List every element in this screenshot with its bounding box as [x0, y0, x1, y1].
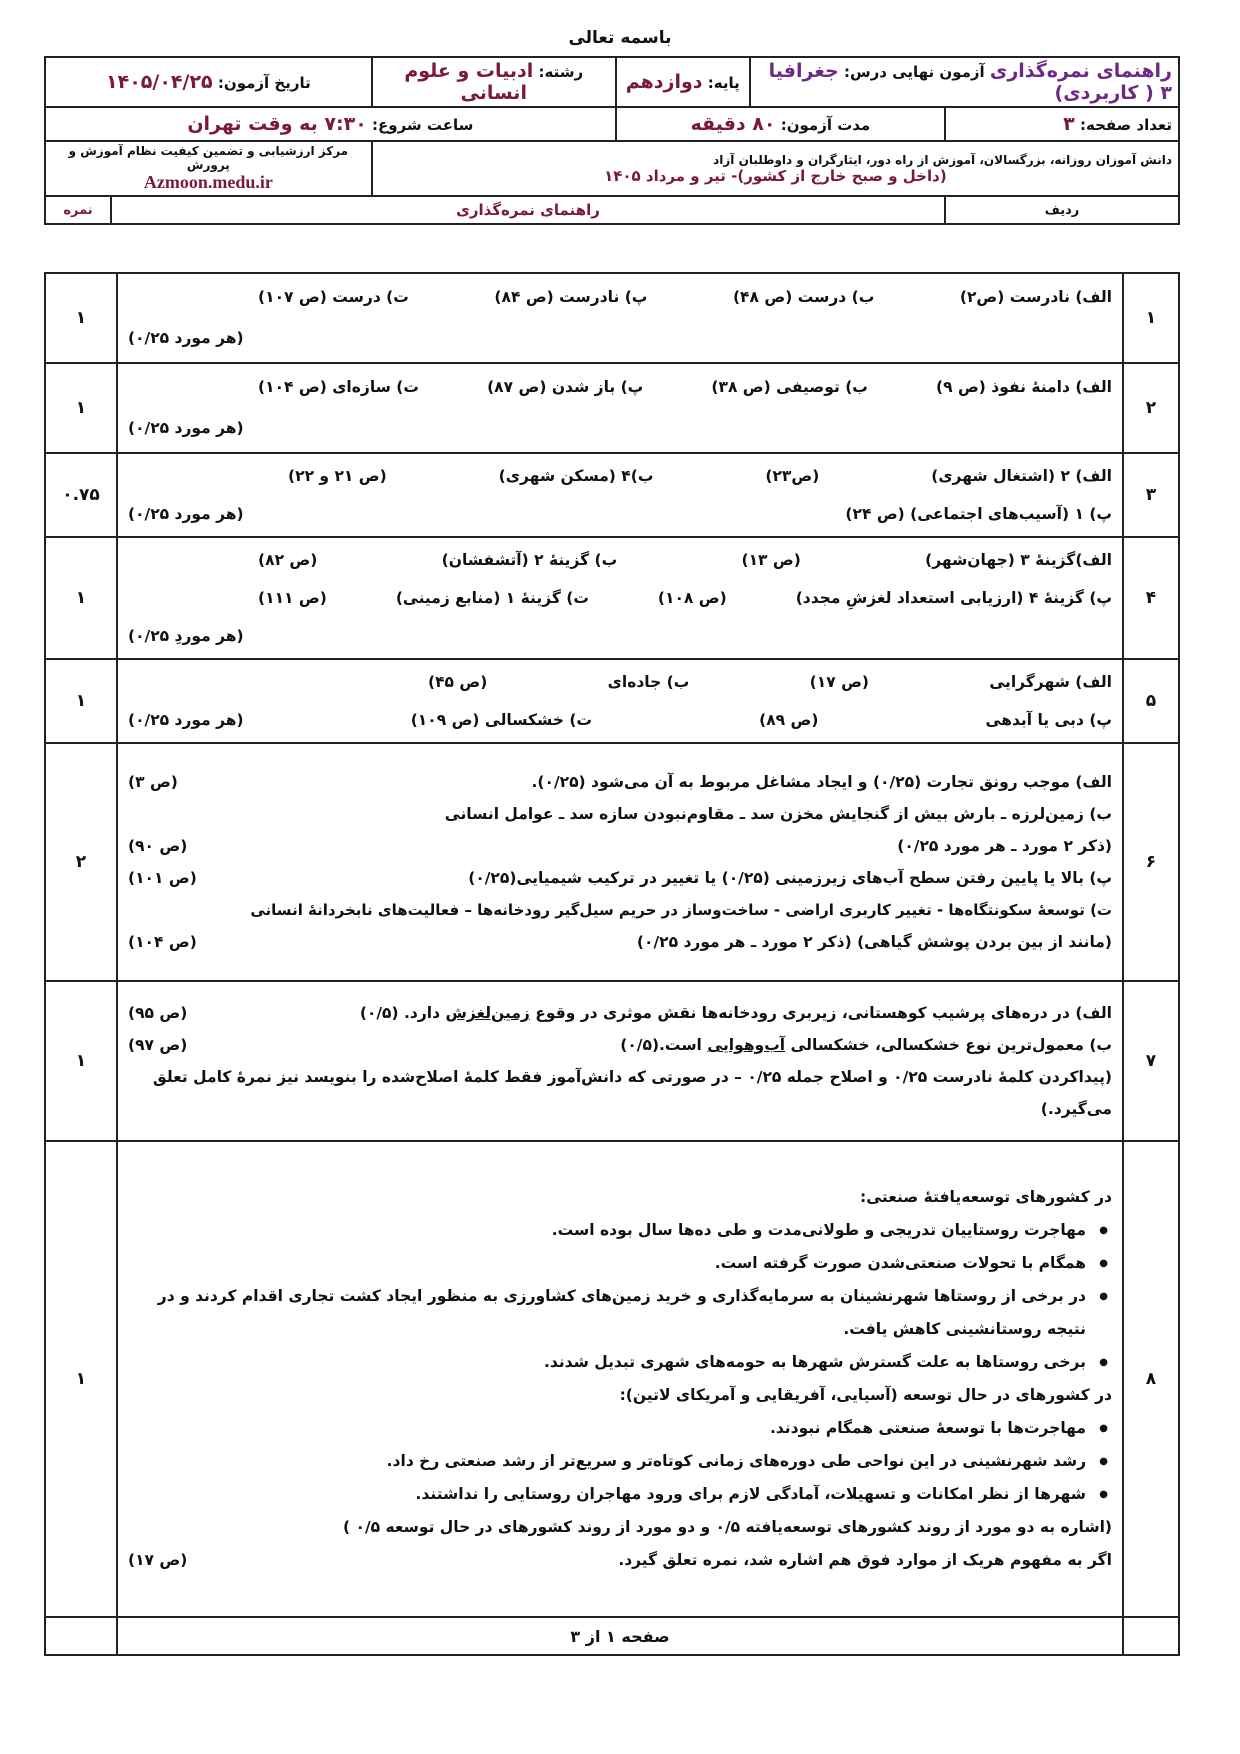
score-note: (ذکر ۲ مورد ـ هر مورد ۰/۲۵) — [897, 837, 1112, 855]
row-score: ۱ — [45, 981, 117, 1141]
row-answer — [117, 1141, 1123, 1617]
row-score: ۱ — [45, 363, 117, 453]
answer-ref: (ص ۱۰۸) — [657, 589, 727, 607]
answer-item: الف) شهرگرایی — [989, 673, 1112, 691]
subject-cell — [750, 57, 1179, 107]
score-note: (هر مورد ۰/۲۵) — [128, 711, 244, 729]
footer-empty — [45, 1617, 117, 1655]
bullet-item: ● برخی روستاها به علت گسترش شهرها به حومه‌های شهری تبدیل شدند. — [128, 1346, 1112, 1379]
row-score: ۱ — [45, 1141, 117, 1617]
bullet-item: ● در برخی از روستاها شهرنشینان به سرمایه‌گذاری و خرید زمین‌های کشاورزی به منظور ایجاد کشت تجاری اقدام کردند و در نتیجه روستانشینی کاهش یافت. — [128, 1280, 1112, 1346]
score-note: (پیداکردن کلمهٔ نادرست ۰/۲۵ و اصلاح جمله ۰/۲۵ – در صورتی که دانش‌آموز فقط کلمهٔ اصلاح‌شده را بنویسد نیز نمرهٔ کامل تعلق می‌گیرد.) — [152, 1068, 1112, 1118]
page-number: صفحه ۱ از ۳ — [117, 1617, 1123, 1655]
table-row — [45, 659, 1179, 743]
answer-item: پ) گزینهٔ ۴ (ارزیابی استعداد لغزشِ مجدد) — [795, 589, 1112, 607]
answer-ref: (ص ۸۹) — [759, 711, 819, 729]
answer-ref: (ص ۱۱۱) — [258, 589, 327, 607]
subject: جغرافیا ۳ ( کاربردی) — [768, 60, 1172, 104]
answer-item — [360, 997, 1112, 1029]
score-note: (هر مورد ۰/۲۵) — [128, 505, 244, 523]
start-cell — [45, 107, 616, 141]
duration-label: مدت آزمون: — [780, 116, 871, 134]
row-number: ۱ — [1123, 273, 1179, 363]
row-answer — [117, 273, 1123, 363]
bullet-item: ● همگام با تحولات صنعتی‌شدن صورت گرفته است. — [128, 1247, 1112, 1280]
row-number: ۷ — [1123, 981, 1179, 1141]
date-label: تاریخ آزمون: — [217, 74, 311, 92]
col-guide-header: راهنمای نمره‌گذاری — [111, 196, 945, 224]
field-cell — [372, 57, 616, 107]
score-note: (هر مورد ۰/۲۵) — [128, 329, 244, 347]
answer-item: پ) نادرست (ص ۸۴) — [494, 288, 648, 306]
answer-text: ب) معمول‌ترین نوع خشکسالی، خشکسالی — [790, 1036, 1112, 1054]
field: ادبیات و علوم انسانی — [404, 60, 534, 104]
row-number: ۲ — [1123, 363, 1179, 453]
pages-cell — [945, 107, 1179, 141]
center-cell — [45, 141, 372, 196]
answer-item — [620, 1029, 1112, 1061]
page-title: باسمه تعالی — [568, 28, 672, 48]
answer-table — [44, 272, 1180, 1656]
answer-item: ت) خشکسالی (ص ۱۰۹) — [410, 711, 593, 729]
col-score-header: نمره — [45, 196, 111, 224]
exam-date: ۱۴۰۵/۰۴/۲۵ — [106, 71, 213, 93]
table-row — [45, 1141, 1179, 1617]
answer-ref: (ص ۴۵) — [428, 673, 488, 691]
answer-text: دارد. (۰/۵) — [359, 1004, 441, 1022]
score-note: (مانند از بین بردن پوشش گیاهی) (ذکر ۲ مورد ـ هر مورد ۰/۲۵) — [636, 933, 1112, 951]
answer-item: ت) درست (ص ۱۰۷) — [258, 288, 409, 306]
answer-item: ب) توصیفی (ص ۳۸) — [711, 378, 868, 396]
answer-item: ت) گزینهٔ ۱ (منابع زمینی) — [395, 589, 589, 607]
score-note: (هر موردِ ۰/۲۵) — [128, 627, 244, 645]
answer-item: الف)گزینهٔ ۳ (جهان‌شهر) — [925, 551, 1112, 569]
answer-item: پ) بالا یا پایین رفتن سطح آب‌های زیرزمینی (۰/۲۵) یا تغییر در ترکیب شیمیایی(۰/۲۵) — [468, 869, 1112, 887]
answer-item: ب) درست (ص ۴۸) — [732, 288, 875, 306]
duration-cell — [616, 107, 945, 141]
section-heading: در کشورهای توسعه‌یافتهٔ صنعتی: — [860, 1188, 1112, 1206]
row-score: ۱ — [45, 273, 117, 363]
col-row-header: ردیف — [945, 196, 1179, 224]
start-label: ساعت شروع: — [372, 116, 474, 134]
answer-ref: (ص ۱۷) — [809, 673, 870, 691]
answer-text: الف) در دره‌های پرشیب کوهستانی، زیربری رودخانه‌ها نقش موثری در وقوع — [535, 1004, 1112, 1022]
row-score: ۱ — [45, 659, 117, 743]
underlined-word: زمین‌لغزش — [445, 1004, 530, 1022]
grade: دوازدهم — [625, 71, 703, 93]
score-note: (اشاره به دو مورد از روند کشورهای توسعه‌یافته ۰/۵ و دو مورد از روند کشورهای در حال توسعه ۰/۵ ) — [343, 1518, 1112, 1536]
answer-item: پ) دبی یا آبدهی — [985, 711, 1112, 729]
answer-item: الف) ۲ (اشتغال شهری) — [931, 467, 1112, 485]
answer-ref: (ص ۹۰) — [128, 837, 188, 855]
table-row — [45, 743, 1179, 981]
bullet-item: ● رشد شهرنشینی در این نواحی طی دوره‌های زمانی کوتاه‌تر و سریع‌تر از رشد صنعتی رخ داد. — [128, 1445, 1112, 1478]
answer-ref: (ص ۲۱ و ۲۲) — [288, 467, 387, 485]
answer-item: الف) نادرست (ص۲) — [959, 288, 1112, 306]
row-number: ۴ — [1123, 537, 1179, 659]
duration: ۸۰ دقیقه — [690, 113, 776, 135]
row-answer — [117, 659, 1123, 743]
bullet-item: ● مهاجرت‌ها با توسعهٔ صنعتی همگام نبودند. — [128, 1412, 1112, 1445]
underlined-word: آب‌وهوایی — [707, 1036, 786, 1054]
pages-label: تعداد صفحه: — [1079, 116, 1172, 134]
answer-item: ب) جاده‌ای — [607, 673, 690, 691]
table-row — [45, 363, 1179, 453]
students-cell — [372, 141, 1179, 196]
answer-text: است.(۰/۵) — [620, 1036, 702, 1054]
date-cell — [45, 57, 372, 107]
session-text: (داخل و صبح خارج از کشور)- تیر و مرداد ۱۴۰۵ — [604, 166, 947, 185]
row-score: ۱ — [45, 537, 117, 659]
answer-item: پ) ۱ (آسیب‌های اجتماعی) (ص ۲۴) — [845, 505, 1112, 523]
answer-ref: (ص۲۳) — [765, 467, 820, 485]
row-score: ۲ — [45, 743, 117, 981]
answer-item: الف) دامنهٔ نفوذ (ص ۹) — [936, 378, 1112, 396]
answer-item: ت) توسعهٔ سکونتگاه‌ها - تغییر کاربری اراضی - ساخت‌وساز در حریم سیل‌گیر رودخانه‌ها – فعالیت‌های نابخردانهٔ انسانی — [250, 901, 1112, 919]
grade-cell — [616, 57, 750, 107]
website: Azmoon.medu.ir — [143, 172, 273, 192]
start-time: ۷:۳۰ به وقت تهران — [187, 113, 367, 135]
footer-empty — [1123, 1617, 1179, 1655]
answer-item: ب) گزینهٔ ۲ (آتشفشان) — [441, 551, 618, 569]
answer-item: ب) زمین‌لرزه ـ بارش بیش از گنجایش مخزن سد ـ مقاوم‌نبودن سازه سد ـ عوامل انسانی — [444, 805, 1112, 823]
field-label: رشته: — [538, 63, 584, 81]
score-note: (هر مورد ۰/۲۵) — [128, 419, 244, 437]
row-number: ۸ — [1123, 1141, 1179, 1617]
grade-label: پایه: — [707, 74, 740, 92]
row-answer — [117, 537, 1123, 659]
answer-item: پ) باز شدن (ص ۸۷) — [487, 378, 644, 396]
pages: ۳ — [1063, 113, 1075, 135]
row-number: ۳ — [1123, 453, 1179, 537]
row-score: ۰.۷۵ — [45, 453, 117, 537]
answer-ref: (ص ۱۰۱) — [128, 869, 197, 887]
row-number: ۶ — [1123, 743, 1179, 981]
bullet-item: ● مهاجرت روستاییان تدریجی و طولانی‌مدت و طی ده‌ها سال بوده است. — [128, 1214, 1112, 1247]
answer-item: ب)۴ (مسکن شهری) — [498, 467, 654, 485]
row-answer — [117, 363, 1123, 453]
answer-ref: (ص ۱۷) — [128, 1551, 188, 1569]
bullet-item: ● شهرها از نظر امکانات و تسهیلات، آمادگی لازم برای ورود مهاجران روستایی را نداشتند. — [128, 1478, 1112, 1511]
row-answer — [117, 743, 1123, 981]
answer-ref: (ص ۱۳) — [741, 551, 801, 569]
footer-row — [45, 1617, 1179, 1655]
students-text: دانش آموزان روزانه، بزرگسالان، آموزش از راه دور، ایثارگران و داوطلبان آزاد — [713, 152, 1172, 167]
answer-item: الف) موجب رونق تجارت (۰/۲۵) و ایجاد مشاغل مربوط به آن می‌شود (۰/۲۵). — [531, 773, 1112, 791]
answer-item: ت) سازه‌ای (ص ۱۰۴) — [258, 378, 419, 396]
answer-ref: (ص ۹۷) — [128, 1036, 188, 1054]
answer-ref: (ص ۸۲) — [258, 551, 318, 569]
row-number: ۵ — [1123, 659, 1179, 743]
exam-header — [44, 56, 1180, 225]
answer-ref: (ص ۳) — [128, 773, 178, 791]
center-text: مرکز ارزشیابی و تضمین کیفیت نظام آموزش و پرورش — [68, 144, 349, 172]
guide-prefix: راهنمای نمره‌گذاری — [989, 60, 1172, 82]
table-row — [45, 981, 1179, 1141]
score-note: اگر به مفهوم هریک از موارد فوق هم اشاره شد، نمره تعلق گیرد. — [618, 1551, 1112, 1569]
answer-ref: (ص ۹۵) — [128, 1004, 188, 1022]
answer-ref: (ص ۱۰۴) — [128, 933, 197, 951]
table-row — [45, 273, 1179, 363]
table-row — [45, 537, 1179, 659]
row-answer — [117, 981, 1123, 1141]
table-row — [45, 453, 1179, 537]
exam-label: آزمون نهایی درس: — [843, 63, 985, 81]
section-heading: در کشورهای در حال توسعه (آسیایی، آفریقایی و آمریکای لاتین): — [619, 1386, 1112, 1404]
row-answer — [117, 453, 1123, 537]
